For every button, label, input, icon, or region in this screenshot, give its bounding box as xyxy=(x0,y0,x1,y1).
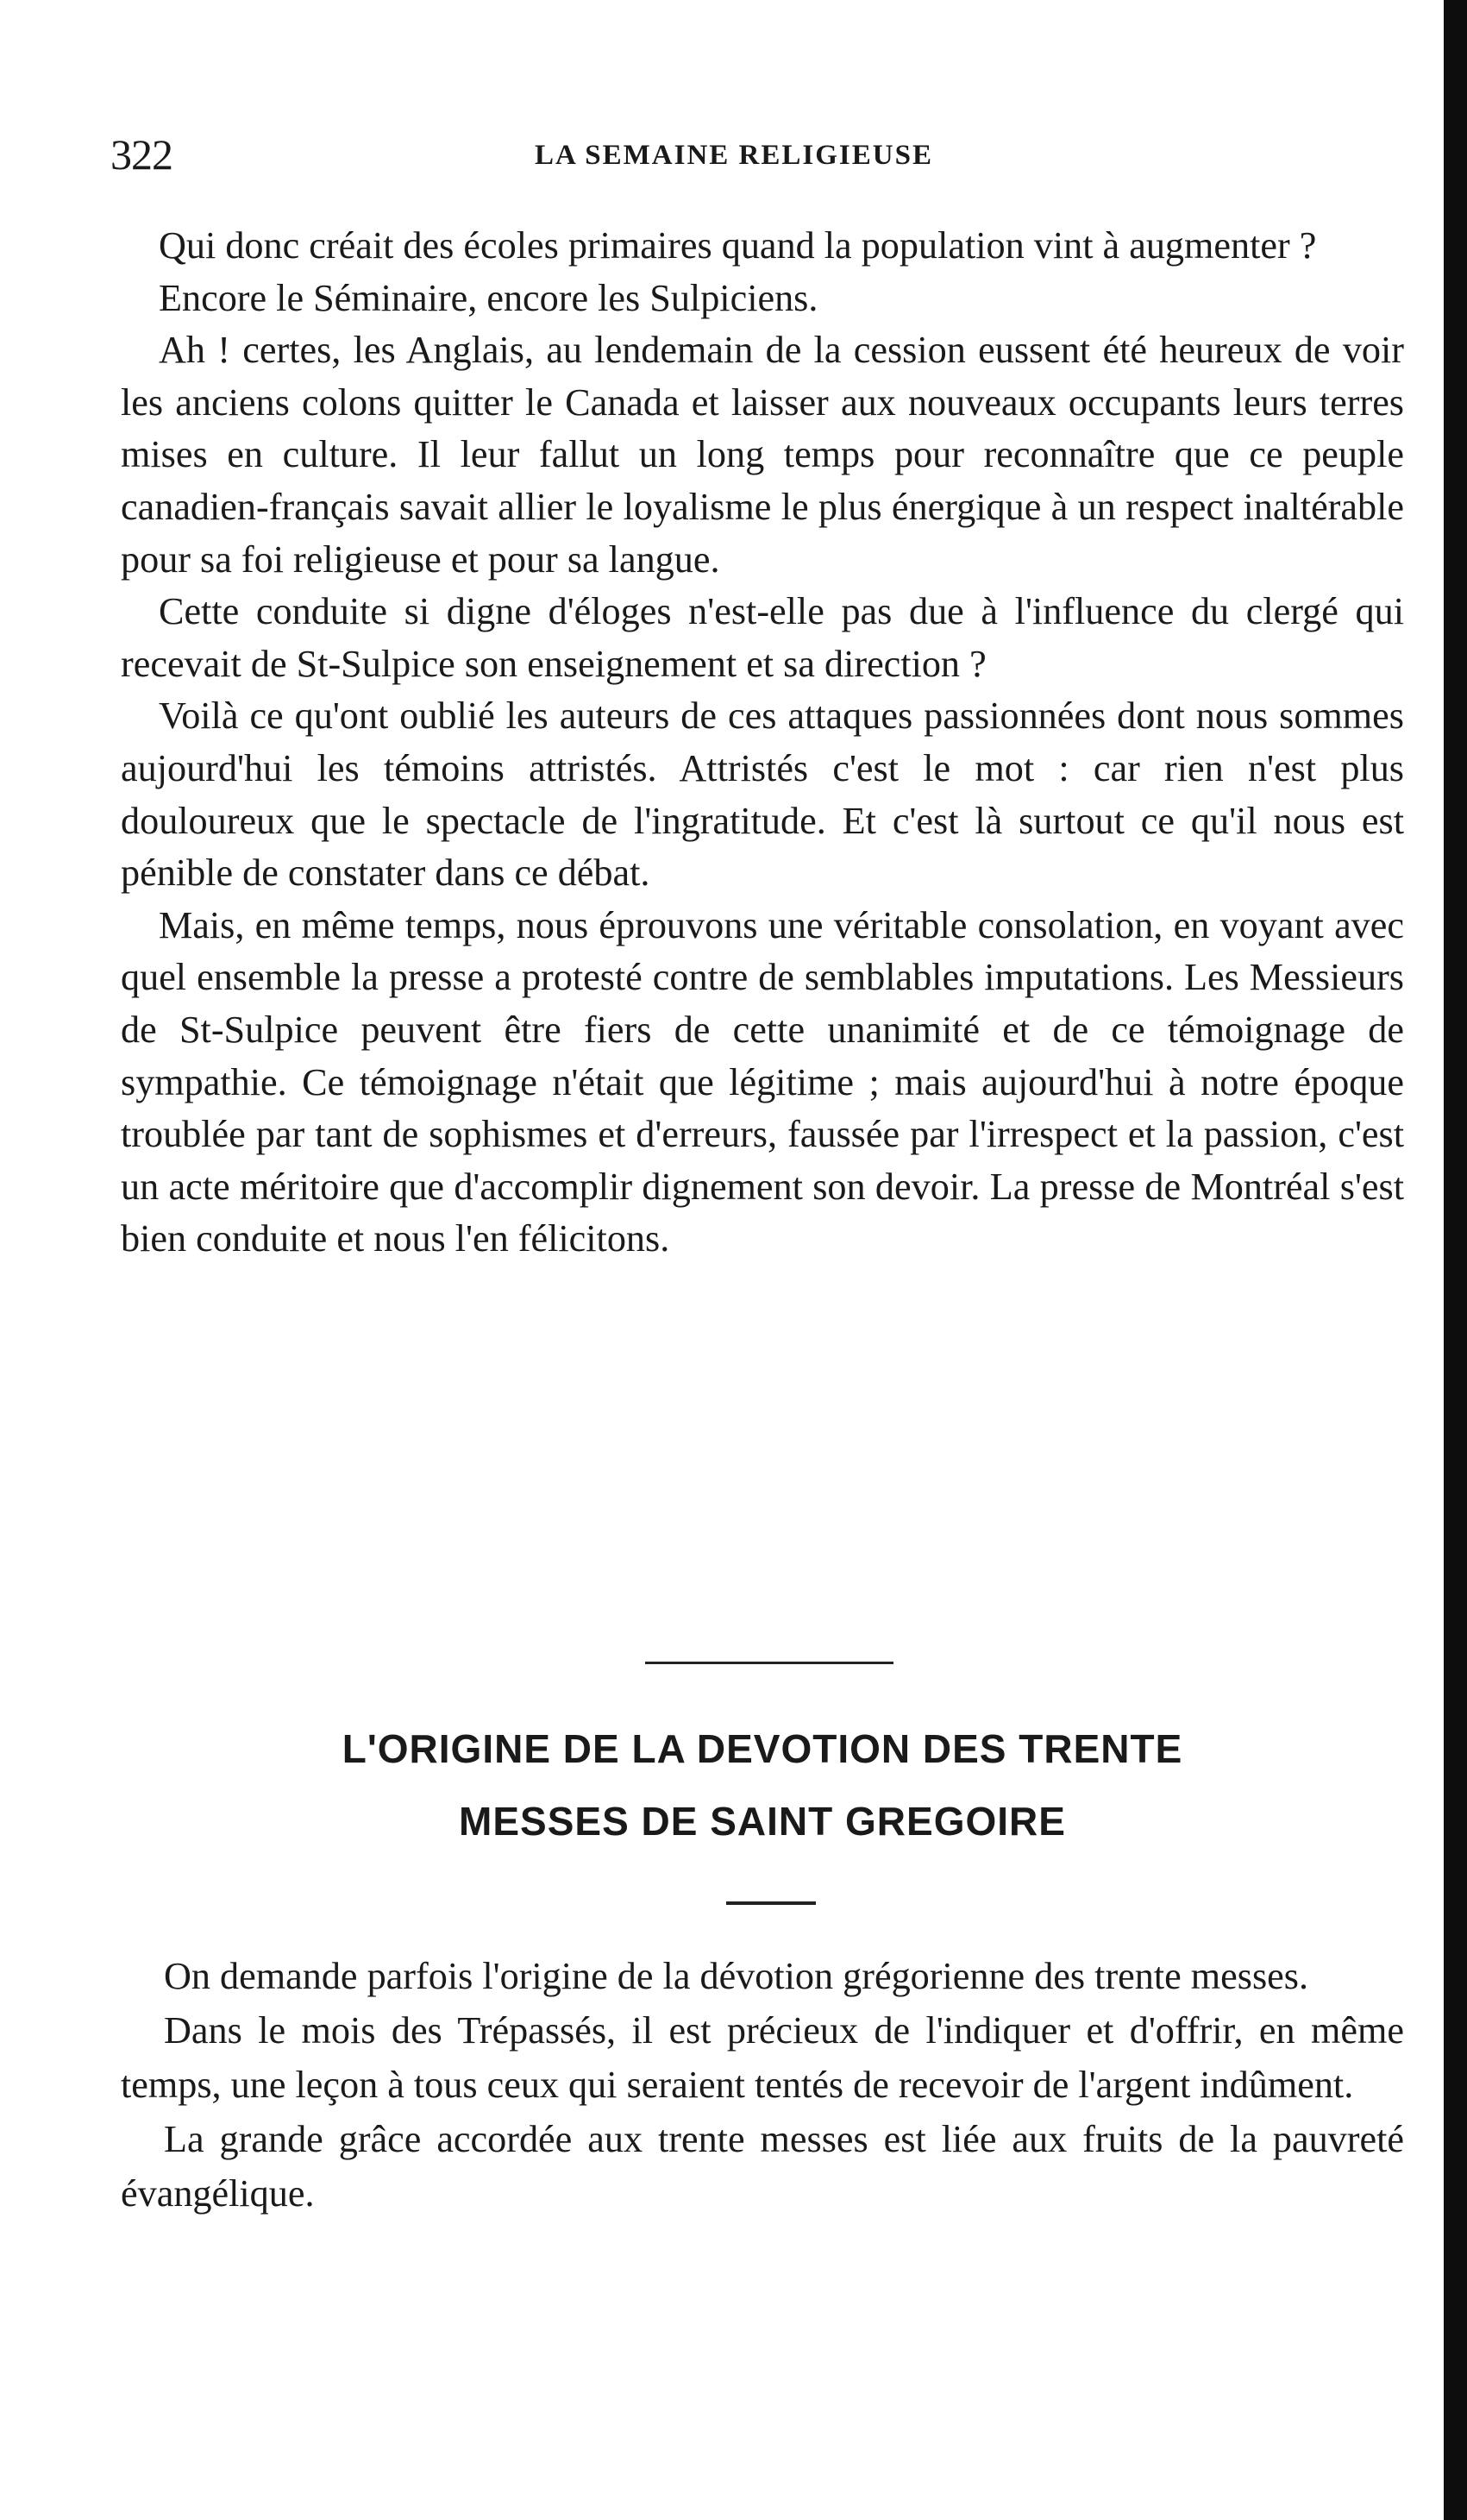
section-divider-rule xyxy=(645,1662,893,1664)
paragraph: Qui donc créait des écoles primaires quand la population vint à augmenter ? xyxy=(159,224,1317,267)
body-text-bottom xyxy=(121,1949,1404,2221)
section-heading xyxy=(121,1712,1404,1857)
heading-underline-rule xyxy=(726,1901,816,1905)
scan-page-edge xyxy=(1444,0,1467,2520)
section-heading-line-2: MESSES DE SAINT GREGOIRE xyxy=(459,1799,1066,1844)
paragraph: Encore le Séminaire, encore les Sulpiciens. xyxy=(159,276,818,319)
paragraph: Voilà ce qu'ont oublié les auteurs de ces attaques passionnées dont nous sommes aujourd'hui les témoins attristés. Attristés c'est le mot : car rien n'est plus douloureux que le spectacle de l'ingratitude. Et c'est là surtout ce qu'il nous est pénible de constater dans ce débat. xyxy=(121,694,1404,895)
page-number: 322 xyxy=(110,130,172,179)
section-heading-line-1: L'ORIGINE DE LA DEVOTION DES TRENTE xyxy=(342,1726,1183,1771)
paragraph: La grande grâce accordée aux trente messes est liée aux fruits de la pauvreté évangélique. xyxy=(121,2118,1404,2215)
paragraph: Cette conduite si digne d'éloges n'est-elle pas due à l'influence du clergé qui recevait de St-Sulpice son enseignement et sa direction ? xyxy=(121,590,1404,685)
paragraph: Ah ! certes, les Anglais, au lendemain de la cession eussent été heureux de voir les anciens colons quitter le Canada et laisser aux nouveaux occupants leurs terres mises en culture. Il leur fallut un long temps pour reconnaître que ce peuple canadien-français savait allier le loyalisme le plus énergique à un respect inaltérable pour sa foi religieuse et pour sa langue. xyxy=(121,329,1404,581)
running-head: LA SEMAINE RELIGIEUSE xyxy=(535,140,933,171)
paragraph: Mais, en même temps, nous éprouvons une véritable consolation, en voyant avec quel ensemble la presse a protesté contre de semblables imputations. Les Messieurs de St-Sulpice peuvent être fiers de cette unanimité et de ce témoignage de sympathie. Ce témoignage n'était que légitime ; mais aujourd'hui à notre époque troublée par tant de sophismes et d'erreurs, faussée par l'irrespect et la passion, c'est un acte méritoire que d'accomplir dignement son devoir. La presse de Montréal s'est bien conduite et nous l'en félicitons. xyxy=(121,903,1404,1260)
body-text-top xyxy=(121,220,1404,1266)
paragraph: On demande parfois l'origine de la dévotion grégorienne des trente messes. xyxy=(164,1955,1309,1997)
paragraph: Dans le mois des Trépassés, il est précieux de l'indiquer et d'offrir, en même temps, une leçon à tous ceux qui seraient tentés de recevoir de l'argent indûment. xyxy=(121,2009,1404,2106)
